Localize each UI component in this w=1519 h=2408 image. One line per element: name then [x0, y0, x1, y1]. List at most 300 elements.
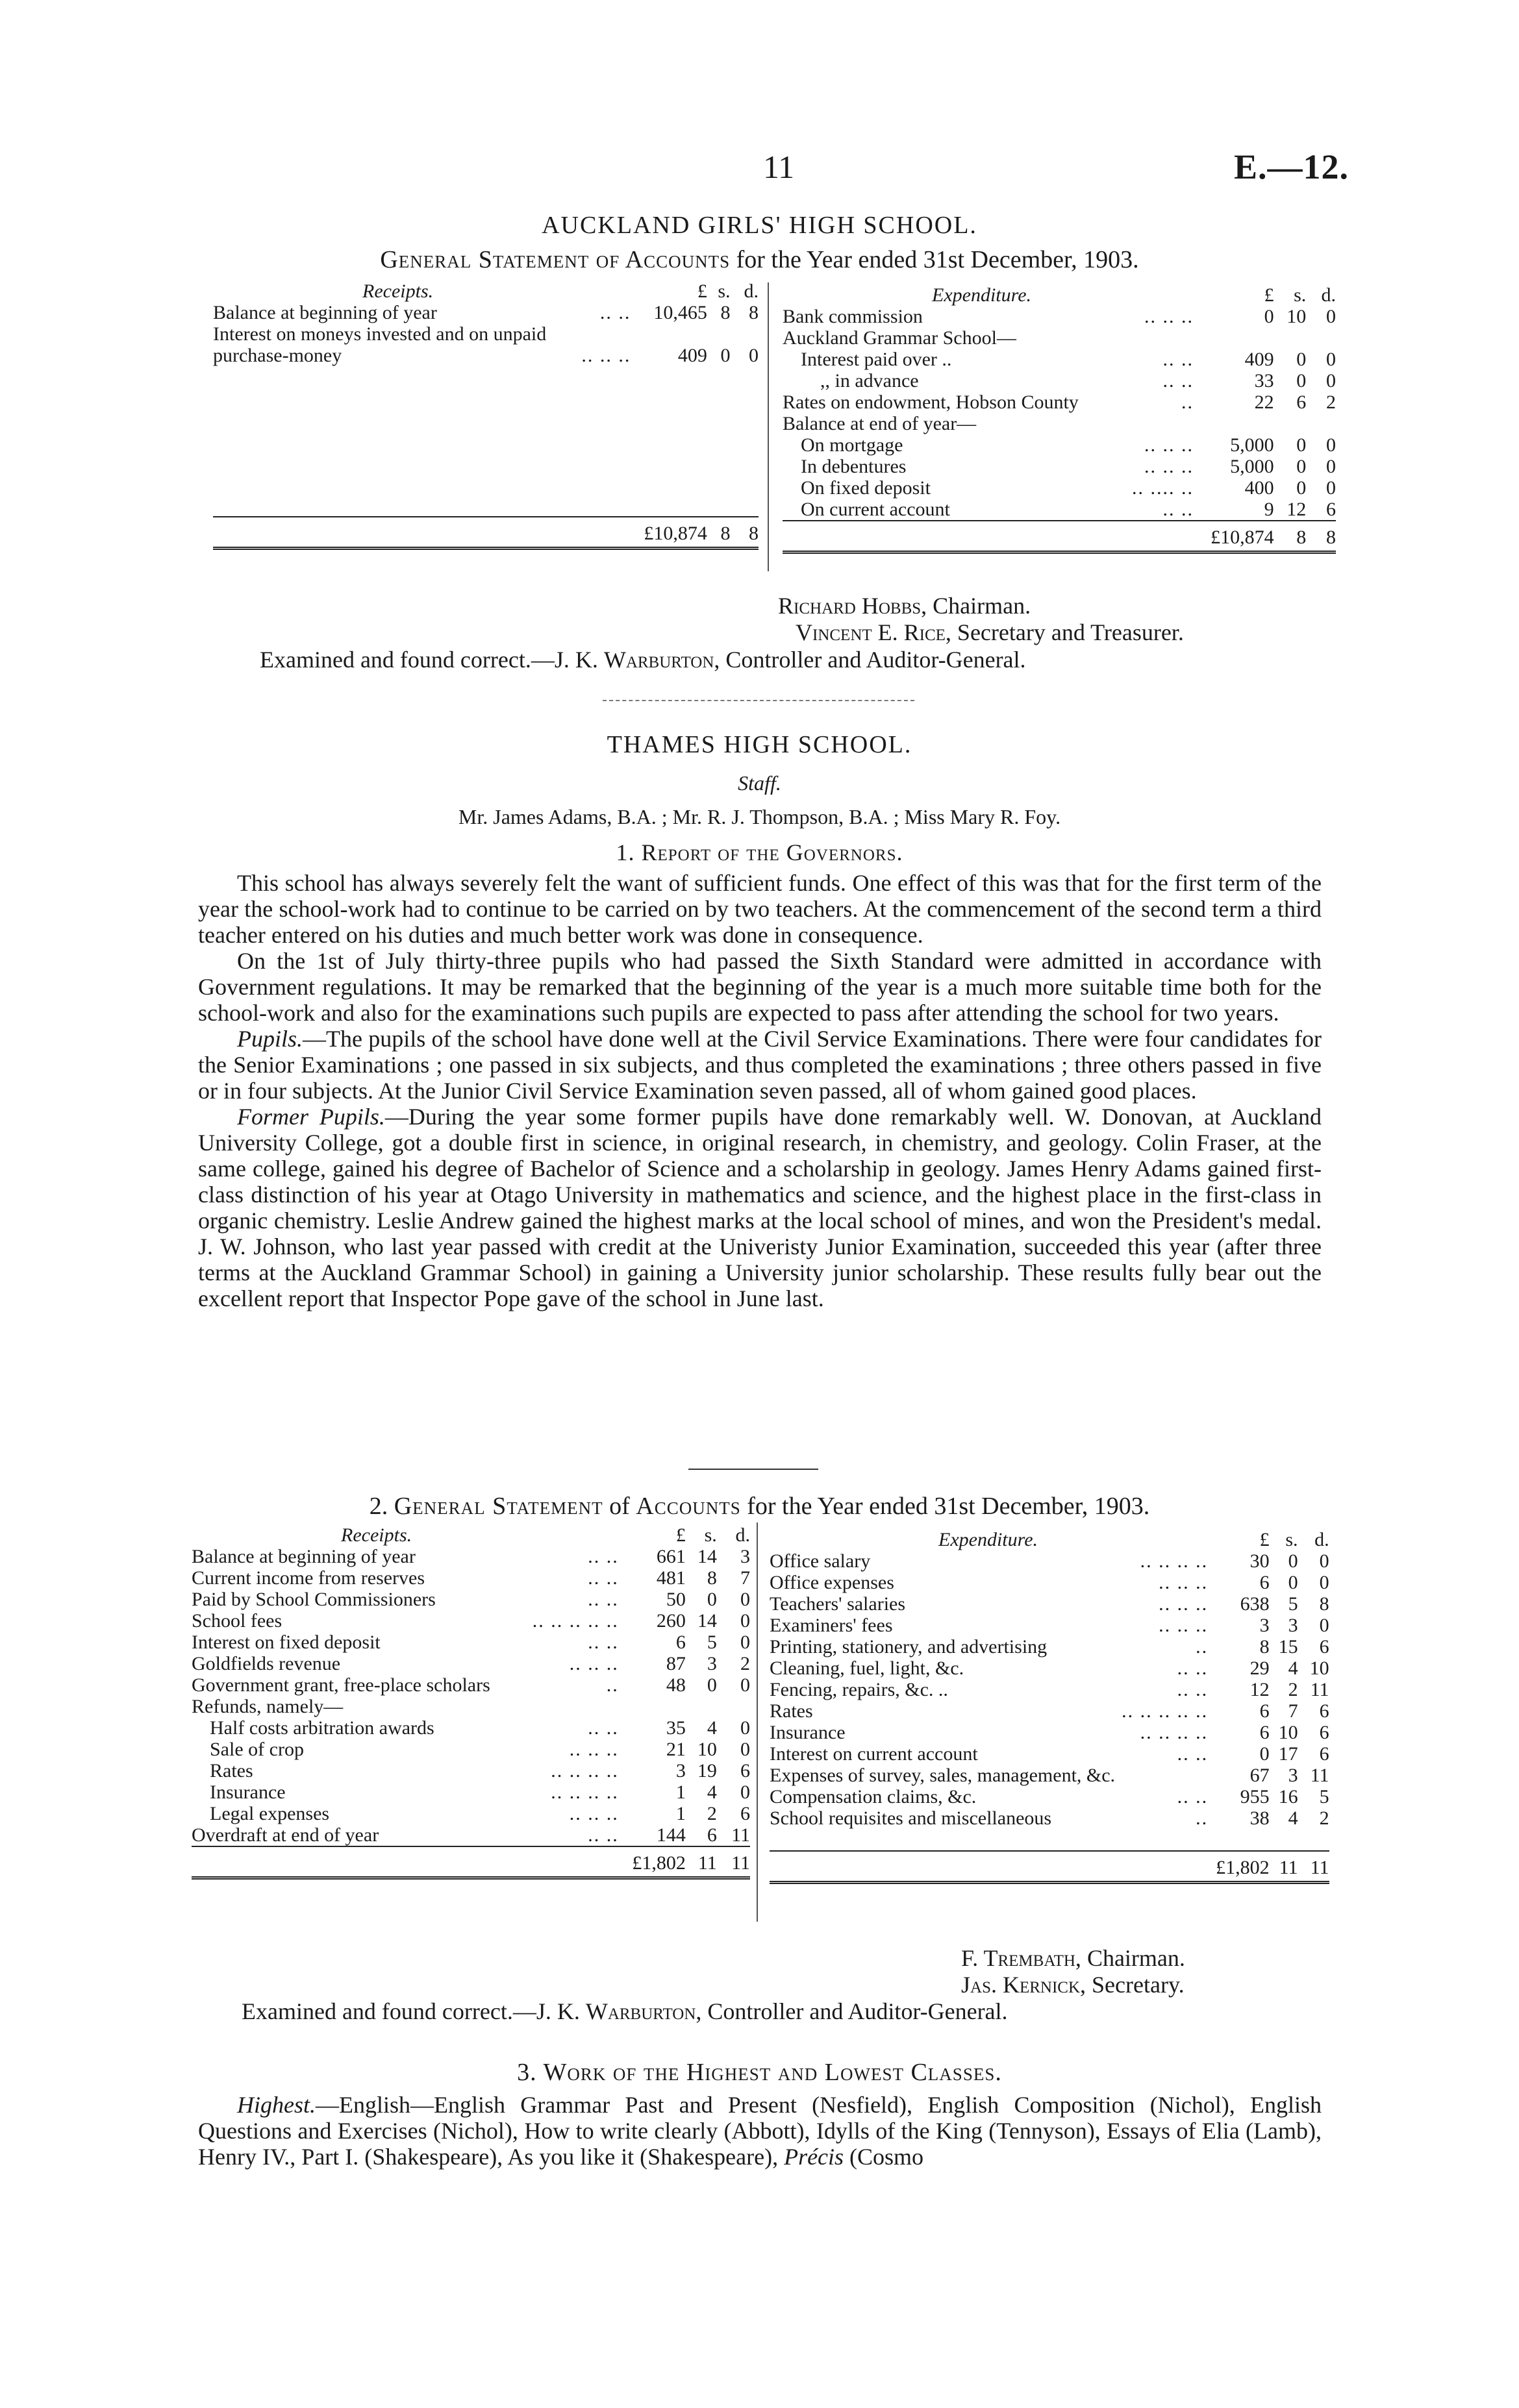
amount-shillings: 2 — [707, 1803, 717, 1824]
amount-pounds: 87 — [666, 1653, 686, 1674]
thames-expenditure-label: Expenditure. — [938, 1529, 1038, 1550]
amount-pounds: 6 — [1259, 1700, 1270, 1722]
amount-shillings: 4 — [707, 1717, 717, 1739]
amount-shillings: 0 — [1296, 456, 1307, 477]
amount-pounds — [1194, 413, 1274, 434]
currency-pound: £ — [675, 1524, 686, 1546]
amount-shillings: 8 — [720, 302, 731, 323]
amount-shillings: 10 — [1278, 1722, 1298, 1743]
amount-pence: 0 — [1319, 1615, 1329, 1636]
entry-label: Examiners' fees — [770, 1615, 893, 1636]
receipt-row — [192, 1653, 750, 1674]
receipt-row — [192, 1739, 750, 1760]
amount-pounds: 3 — [1259, 1615, 1270, 1636]
currency-pence: d. — [735, 1524, 750, 1546]
entry-label: Refunds, namely— — [192, 1696, 344, 1717]
spacer-row — [213, 388, 759, 409]
entry-label: On mortgage — [801, 434, 903, 456]
expenditure-row — [770, 1765, 1329, 1786]
entry-label: Rates — [210, 1760, 253, 1781]
expenditure-row — [770, 1572, 1329, 1593]
paragraph-text: —English—English Grammar Past and Present (Nesfield), English Composition (Nichol), English Questions and Exercises (Nichol), How to write clearly (Abbott), Idylls of the King (Tennyson), Essays of Elia (Lamb), Henry IV., Part I. (Shakespeare), As you like it (Shakespeare), — [198, 2092, 1322, 2170]
currency-pound: £ — [1259, 1529, 1270, 1550]
receipt-row — [192, 1589, 750, 1610]
currency-shilling: s. — [1294, 284, 1307, 306]
section-divider — [603, 700, 914, 701]
paragraph-lead: Former Pupils. — [237, 1104, 385, 1130]
paragraph-text: —During the year some former pupils have done remarkably well. W. Donovan, at Auckland University College, got a double first in science, in original research, in chemistry, and geology. Colin Fraser, at the same college, gained his degree of Bachelor of Science and a scholarship in geology. James Henry Adams gained first-class distinction of his year at Otago University in mathematics and science, and the highest place in the first-class in organic chemistry. Leslie Andrew gained the highest marks at the local school of mines, and won the President's medal. J. W. Johnson, who last year passed with credit at the Univeristy Junior Examination, succeeded this year (after three terms at the Auckland Grammar School) in gaining a University junior scholarship. These results fully bear out the excellent report that Inspector Pope gave of the school in June last. — [198, 1104, 1322, 1311]
receipt-row — [213, 302, 759, 323]
currency-shilling: s. — [1285, 1529, 1298, 1550]
amount-pounds: 6 — [1259, 1572, 1270, 1593]
amount-shillings: 5 — [707, 1632, 717, 1653]
amount-pence: 0 — [740, 1781, 750, 1803]
stmt-of: of — [609, 1493, 630, 1520]
leader-dots: .. .. .. — [1144, 306, 1194, 327]
spacer-row — [213, 473, 759, 495]
leader-dots: .. .. — [588, 1567, 619, 1589]
entry-label: Printing, stationery, and advertising — [770, 1636, 1048, 1657]
auckland-title: AUCKLAND GIRLS' HIGH SCHOOL. — [542, 212, 977, 239]
leader-dots: .. .. .. — [569, 1653, 619, 1674]
amount-shillings: 3 — [1288, 1765, 1298, 1786]
expenditure-row — [770, 1550, 1329, 1572]
leader-dots: .. .. .. — [1159, 1615, 1209, 1636]
receipt-row — [192, 1632, 750, 1653]
amount-pounds: 29 — [1249, 1657, 1270, 1679]
amount-pounds: 21 — [666, 1739, 686, 1760]
entry-label: Bank commission — [783, 306, 923, 327]
amount-pounds: 33 — [1254, 370, 1274, 391]
amount-pence: 6 — [1319, 1636, 1329, 1657]
amount-shillings: 0 — [707, 1589, 717, 1610]
entry-label: Fencing, repairs, &c. .. — [770, 1679, 948, 1700]
amount-shillings — [686, 1696, 717, 1717]
spacer-row — [213, 430, 759, 452]
signatory-role: Chairman. — [1086, 1945, 1185, 1971]
report-paragraph: On the 1st of July thirty-three pupils who had passed the Sixth Standard were admitted in accordance with Government regulations. It may be remarked that the beginning of the year is a much more suitable time both for the school-work and also for the examinations such pupils are expected to pass after attending the school for two years. — [198, 948, 1322, 1026]
thames-receipts-total-d: 11 — [717, 1846, 750, 1878]
amount-pounds — [619, 1696, 686, 1717]
stmt-accounts: Accounts — [636, 1493, 741, 1520]
amount-pence — [717, 1696, 750, 1717]
examined-text: Examined and found correct.—J. K. — [242, 1998, 580, 2024]
thames-expenditure-total-d: 11 — [1298, 1851, 1329, 1883]
stmt-number: 2. — [369, 1493, 388, 1520]
auckland-expenditure-label: Expenditure. — [932, 284, 1032, 306]
amount-shillings: 0 — [1296, 477, 1307, 499]
spacer-row — [213, 366, 759, 388]
paragraph-lead: Pupils. — [237, 1026, 303, 1052]
entry-label: Goldfields revenue — [192, 1653, 341, 1674]
thames-report-body — [198, 870, 1322, 1311]
leader-dots: .. .. .. — [1159, 1593, 1209, 1615]
amount-pence: 0 — [740, 1717, 750, 1739]
receipt-row — [192, 1760, 750, 1781]
currency-pence: d. — [744, 280, 759, 302]
entry-label: Current income from reserves — [192, 1567, 425, 1589]
amount-shillings — [1274, 413, 1307, 434]
amount-shillings: 15 — [1278, 1636, 1298, 1657]
amount-pounds: 6 — [1259, 1722, 1270, 1743]
currency-shilling: s. — [718, 280, 731, 302]
amount-pounds: 50 — [666, 1589, 686, 1610]
entry-label: Overdraft at end of year — [192, 1824, 379, 1846]
thames-staff-names: Mr. James Adams, B.A. ; Mr. R. J. Thompson, B.A. ; Miss Mary R. Foy. — [458, 805, 1061, 828]
leader-dots: .. .. — [588, 1632, 619, 1653]
amount-pence: 0 — [749, 345, 759, 366]
amount-pounds: 144 — [656, 1824, 686, 1846]
receipt-row — [192, 1610, 750, 1632]
amount-pence: 0 — [1326, 434, 1336, 456]
auckland-statement-heading — [0, 245, 1519, 274]
leader-dots — [1117, 327, 1194, 349]
entry-label: Balance at end of year— — [783, 413, 977, 434]
amount-pence: 0 — [740, 1674, 750, 1696]
amount-pence: 11 — [731, 1824, 750, 1846]
leader-dots: .. — [1196, 1636, 1209, 1657]
amount-pence: 11 — [1310, 1679, 1329, 1700]
leader-dots: .. .. .. .. — [1140, 1550, 1209, 1572]
auckland-expenditure-table — [783, 284, 1336, 554]
auditor-name: Warburton, — [585, 1998, 702, 2024]
amount-pence: 6 — [1319, 1700, 1329, 1722]
amount-pounds: 0 — [1259, 1743, 1270, 1765]
amount-pounds: 5,000 — [1230, 434, 1274, 456]
amount-pence: 6 — [740, 1803, 750, 1824]
auckland-receipts-total-pounds: £10,874 — [631, 517, 707, 549]
entry-label: On fixed deposit — [801, 477, 931, 499]
thames-expenditure-total-s: 11 — [1270, 1851, 1298, 1883]
signatory-role: Secretary. — [1092, 1972, 1185, 1998]
amount-shillings: 0 — [1296, 434, 1307, 456]
amount-pence: 6 — [740, 1760, 750, 1781]
amount-shillings: 19 — [697, 1760, 717, 1781]
leader-dots — [1115, 1765, 1208, 1786]
thames-receipts-table — [192, 1524, 750, 1880]
auckland-receipts-label: Receipts. — [362, 280, 434, 302]
amount-pounds: 12 — [1249, 1679, 1270, 1700]
leader-dots: .. .. .. — [1144, 456, 1194, 477]
receipt-row — [192, 1717, 750, 1739]
amount-pence: 0 — [1319, 1550, 1329, 1572]
amount-shillings: 0 — [1288, 1550, 1298, 1572]
auckland-receipts-total-d: 8 — [731, 517, 759, 549]
receipt-row — [192, 1696, 750, 1717]
leader-dots: .. .. — [1162, 499, 1194, 520]
expenditure-row — [783, 391, 1336, 413]
expenditure-row — [770, 1807, 1329, 1829]
receipt-row — [192, 1781, 750, 1803]
leader-dots: .. — [606, 1674, 619, 1696]
currency-pence: d. — [1314, 1529, 1329, 1550]
entry-label: Paid by School Commissioners — [192, 1589, 436, 1610]
amount-pence: 0 — [1326, 306, 1336, 327]
entry-label: Half costs arbitration awards — [210, 1717, 434, 1739]
amount-shillings: 3 — [707, 1653, 717, 1674]
expenditure-row — [770, 1700, 1329, 1722]
entry-label: purchase-money — [213, 345, 342, 366]
leader-dots: .. .. .. — [569, 1739, 619, 1760]
expenditure-row — [770, 1786, 1329, 1807]
amount-pence: 0 — [1326, 349, 1336, 370]
thames-statement-heading — [0, 1492, 1519, 1521]
expenditure-row — [770, 1657, 1329, 1679]
leader-dots: .. .. — [588, 1546, 619, 1567]
entry-label: Rates on endowment, Hobson County — [783, 391, 1079, 413]
amount-pounds — [631, 323, 707, 345]
amount-pounds: 5,000 — [1230, 456, 1274, 477]
amount-shillings: 0 — [1296, 349, 1307, 370]
amount-pence: 0 — [1326, 477, 1336, 499]
amount-pence: 7 — [740, 1567, 750, 1589]
expenditure-row — [783, 327, 1336, 349]
entry-label: Sale of crop — [210, 1739, 304, 1760]
entry-label: Interest on current account — [770, 1743, 978, 1765]
currency-pence: d. — [1321, 284, 1336, 306]
expenditure-row — [783, 499, 1336, 521]
paragraph-text: —The pupils of the school have done well at the Civil Service Examinations. There were four candidates for the Senior Examinations ; one passed in six subjects, and thus completed the examinations ; three others passed in five or in four subjects. At the Junior Civil Service Examination seven passed, all of whom gained good places. — [198, 1026, 1322, 1104]
entry-label: Balance at beginning of year — [213, 302, 437, 323]
amount-pounds: 3 — [675, 1760, 686, 1781]
thames-report-heading: 1. Report of the Governors. — [616, 839, 903, 865]
auckland-expenditure-total-pounds: £10,874 — [1194, 521, 1274, 552]
entry-label: On current account — [801, 499, 950, 520]
amount-shillings: 10 — [697, 1739, 717, 1760]
amount-shillings: 4 — [1288, 1807, 1298, 1829]
amount-pounds: 481 — [656, 1567, 686, 1589]
amount-pence: 0 — [740, 1589, 750, 1610]
amount-pence: 8 — [1319, 1593, 1329, 1615]
auckland-receipts-total-s: 8 — [707, 517, 731, 549]
amount-pounds: 260 — [656, 1610, 686, 1632]
thames-expenditure-total-pounds: £1,802 — [1208, 1851, 1270, 1883]
amount-shillings: 4 — [707, 1781, 717, 1803]
thames-expenditure-table — [770, 1529, 1329, 1884]
entry-label: Expenses of survey, sales, management, &c. — [770, 1765, 1116, 1786]
auckland-signature-chairman — [778, 592, 1031, 619]
amount-pounds: 6 — [675, 1632, 686, 1653]
amount-pounds: 8 — [1259, 1636, 1270, 1657]
report-paragraph — [198, 1104, 1322, 1311]
amount-pounds: 10,465 — [653, 302, 707, 323]
expenditure-row — [783, 349, 1336, 370]
amount-shillings: 6 — [1296, 391, 1307, 413]
amount-pence: 5 — [1319, 1786, 1329, 1807]
thames-signature-secretary — [961, 1971, 1185, 1998]
amount-shillings: 17 — [1278, 1743, 1298, 1765]
amount-pence: 0 — [740, 1739, 750, 1760]
stmt-suffix: for the Year ended 31st December, 1903. — [747, 1493, 1150, 1520]
amount-shillings: 0 — [707, 1674, 717, 1696]
expenditure-row — [783, 456, 1336, 477]
report-paragraph: This school has always severely felt the want of sufficient funds. One effect of this was that for the first term of the year the school-work had to continue to be carried on by two teachers. At the commencement of the second term a third teacher entered on his duties and much better work was done in consequence. — [198, 870, 1322, 948]
thames-signature-chairman — [961, 1944, 1185, 1972]
thames-title: THAMES HIGH SCHOOL. — [607, 731, 912, 758]
amount-pence: 6 — [1319, 1743, 1329, 1765]
expenditure-row — [783, 413, 1336, 434]
spacer-row — [213, 495, 759, 517]
thames-receipts-label: Receipts. — [341, 1524, 412, 1546]
auditor-role: Controller and Auditor-General. — [725, 647, 1026, 673]
expenditure-row — [783, 370, 1336, 391]
entry-label: Office salary — [770, 1550, 871, 1572]
leader-dots: .. .. — [599, 302, 631, 323]
leader-dots: .. .... .. — [1132, 477, 1194, 499]
amount-pounds: 9 — [1264, 499, 1274, 520]
currency-pound: £ — [1264, 284, 1274, 306]
amount-shillings: 3 — [1288, 1615, 1298, 1636]
page-number: 11 — [763, 149, 795, 185]
auditor-name: Warburton, — [603, 647, 720, 673]
entry-label: Insurance — [770, 1722, 846, 1743]
receipt-row — [213, 323, 759, 345]
entry-label: Legal expenses — [210, 1803, 330, 1824]
entry-label: Teachers' salaries — [770, 1593, 906, 1615]
amount-shillings: 14 — [697, 1546, 717, 1567]
thames-highest-class — [198, 2092, 1322, 2170]
amount-pence: 0 — [1319, 1572, 1329, 1593]
amount-pence: 0 — [740, 1632, 750, 1653]
series-code: E.—12. — [1234, 147, 1350, 186]
signatory-name: F. Trembath, — [961, 1945, 1081, 1971]
leader-dots: .. .. — [588, 1824, 619, 1846]
thames-work-heading: 3. Work of the Highest and Lowest Classes. — [517, 2059, 1002, 2086]
spacer-row — [213, 409, 759, 430]
entry-label: Government grant, free-place scholars — [192, 1674, 490, 1696]
amount-shillings: 7 — [1288, 1700, 1298, 1722]
amount-pence: 2 — [740, 1653, 750, 1674]
leader-dots: .. .. .. .. .. — [1122, 1700, 1209, 1722]
leader-dots — [518, 1696, 619, 1717]
amount-pounds: 409 — [677, 345, 707, 366]
receipt-row — [192, 1803, 750, 1824]
amount-pence — [731, 323, 759, 345]
amount-pounds: 638 — [1240, 1593, 1270, 1615]
leader-dots: .. .. .. .. .. — [532, 1610, 619, 1632]
entry-label: School requisites and miscellaneous — [770, 1807, 1052, 1829]
amount-shillings — [707, 323, 731, 345]
amount-shillings: 14 — [697, 1610, 717, 1632]
expenditure-row — [770, 1679, 1329, 1700]
amount-pounds: 22 — [1254, 391, 1274, 413]
amount-shillings: 10 — [1287, 306, 1307, 327]
amount-shillings: 4 — [1288, 1657, 1298, 1679]
auckland-stmt-prefix: General Statement of Accounts — [380, 246, 731, 273]
stmt-prefix: General Statement — [394, 1493, 603, 1520]
signatory-role: Chairman. — [933, 593, 1031, 619]
receipt-row — [192, 1674, 750, 1696]
entry-label: Compensation claims, &c. — [770, 1786, 977, 1807]
section-divider — [688, 1469, 818, 1470]
signatory-name: Richard Hobbs, — [778, 593, 927, 619]
signatory-role: Secretary and Treasurer. — [957, 619, 1184, 645]
report-paragraph — [198, 1026, 1322, 1104]
leader-dots: .. .. .. .. — [1140, 1722, 1209, 1743]
amount-shillings: 5 — [1288, 1593, 1298, 1615]
auditor-role: Controller and Auditor-General. — [707, 1998, 1008, 2024]
expenditure-row — [783, 434, 1336, 456]
amount-pounds — [1194, 327, 1274, 349]
expenditure-row — [770, 1636, 1329, 1657]
receipt-row — [192, 1567, 750, 1589]
amount-pounds: 38 — [1249, 1807, 1270, 1829]
amount-pence: 2 — [1319, 1807, 1329, 1829]
receipt-row — [192, 1824, 750, 1846]
amount-shillings: 16 — [1278, 1786, 1298, 1807]
leader-dots: .. .. — [1162, 349, 1194, 370]
leader-dots: .. .. .. — [1144, 434, 1194, 456]
leader-dots: .. .. — [588, 1589, 619, 1610]
amount-pounds: 30 — [1249, 1550, 1270, 1572]
signatory-name: Vincent E. Rice, — [796, 619, 951, 645]
thames-column-divider — [757, 1522, 758, 1922]
auckland-examined-line — [260, 646, 1026, 673]
leader-dots: .. .. .. .. — [551, 1781, 619, 1803]
thames-examined-line — [242, 1998, 1008, 2025]
amount-pence: 11 — [1310, 1765, 1329, 1786]
amount-pounds: 48 — [666, 1674, 686, 1696]
amount-pence: 0 — [740, 1610, 750, 1632]
amount-pence: 6 — [1319, 1722, 1329, 1743]
amount-pounds: 35 — [666, 1717, 686, 1739]
leader-dots: .. .. — [1177, 1657, 1209, 1679]
entry-label: Office expenses — [770, 1572, 894, 1593]
leader-dots: .. .. .. .. — [551, 1760, 619, 1781]
amount-pounds: 400 — [1244, 477, 1274, 499]
entry-label: Auckland Grammar School— — [783, 327, 1016, 349]
leader-dots: .. — [1181, 391, 1194, 413]
leader-dots: .. .. — [1162, 370, 1194, 391]
thames-receipts-total-pounds: £1,802 — [619, 1846, 686, 1878]
leader-dots: .. .. — [1177, 1786, 1209, 1807]
leader-dots: .. — [1196, 1807, 1209, 1829]
currency-shilling: s. — [704, 1524, 717, 1546]
auckland-receipts-table — [213, 280, 759, 550]
entry-label: Balance at beginning of year — [192, 1546, 416, 1567]
spacer-row — [770, 1829, 1329, 1851]
entry-label: ,, in advance — [820, 370, 919, 391]
thames-receipts-total-s: 11 — [686, 1846, 717, 1878]
amount-pence — [1306, 327, 1336, 349]
leader-dots: .. .. — [588, 1717, 619, 1739]
paragraph-italic: Précis — [784, 2144, 844, 2170]
leader-dots: .. .. .. — [581, 345, 631, 366]
amount-shillings: 6 — [707, 1824, 717, 1846]
examined-text: Examined and found correct.—J. K. — [260, 647, 598, 673]
expenditure-row — [770, 1615, 1329, 1636]
amount-pence: 6 — [1326, 499, 1336, 520]
amount-pence: 0 — [1326, 370, 1336, 391]
amount-pounds: 0 — [1264, 306, 1274, 327]
auckland-signature-secretary — [796, 619, 1184, 646]
paragraph-tail: (Cosmo — [849, 2144, 924, 2170]
receipt-row — [192, 1546, 750, 1567]
amount-pence: 10 — [1309, 1657, 1329, 1679]
amount-pounds: 661 — [656, 1546, 686, 1567]
expenditure-row — [770, 1743, 1329, 1765]
leader-dots — [1117, 413, 1194, 434]
auckland-expenditure-total-d: 8 — [1306, 521, 1336, 552]
leader-dots: .. .. — [1177, 1743, 1209, 1765]
amount-pence: 8 — [749, 302, 759, 323]
leader-dots: .. .. .. — [1159, 1572, 1209, 1593]
auckland-stmt-suffix: for the Year ended 31st December, 1903. — [736, 246, 1139, 273]
signatory-name: Jas. Kernick, — [961, 1972, 1086, 1998]
spacer-row — [213, 452, 759, 473]
leader-dots: .. .. .. — [569, 1803, 619, 1824]
amount-pounds: 67 — [1249, 1765, 1270, 1786]
